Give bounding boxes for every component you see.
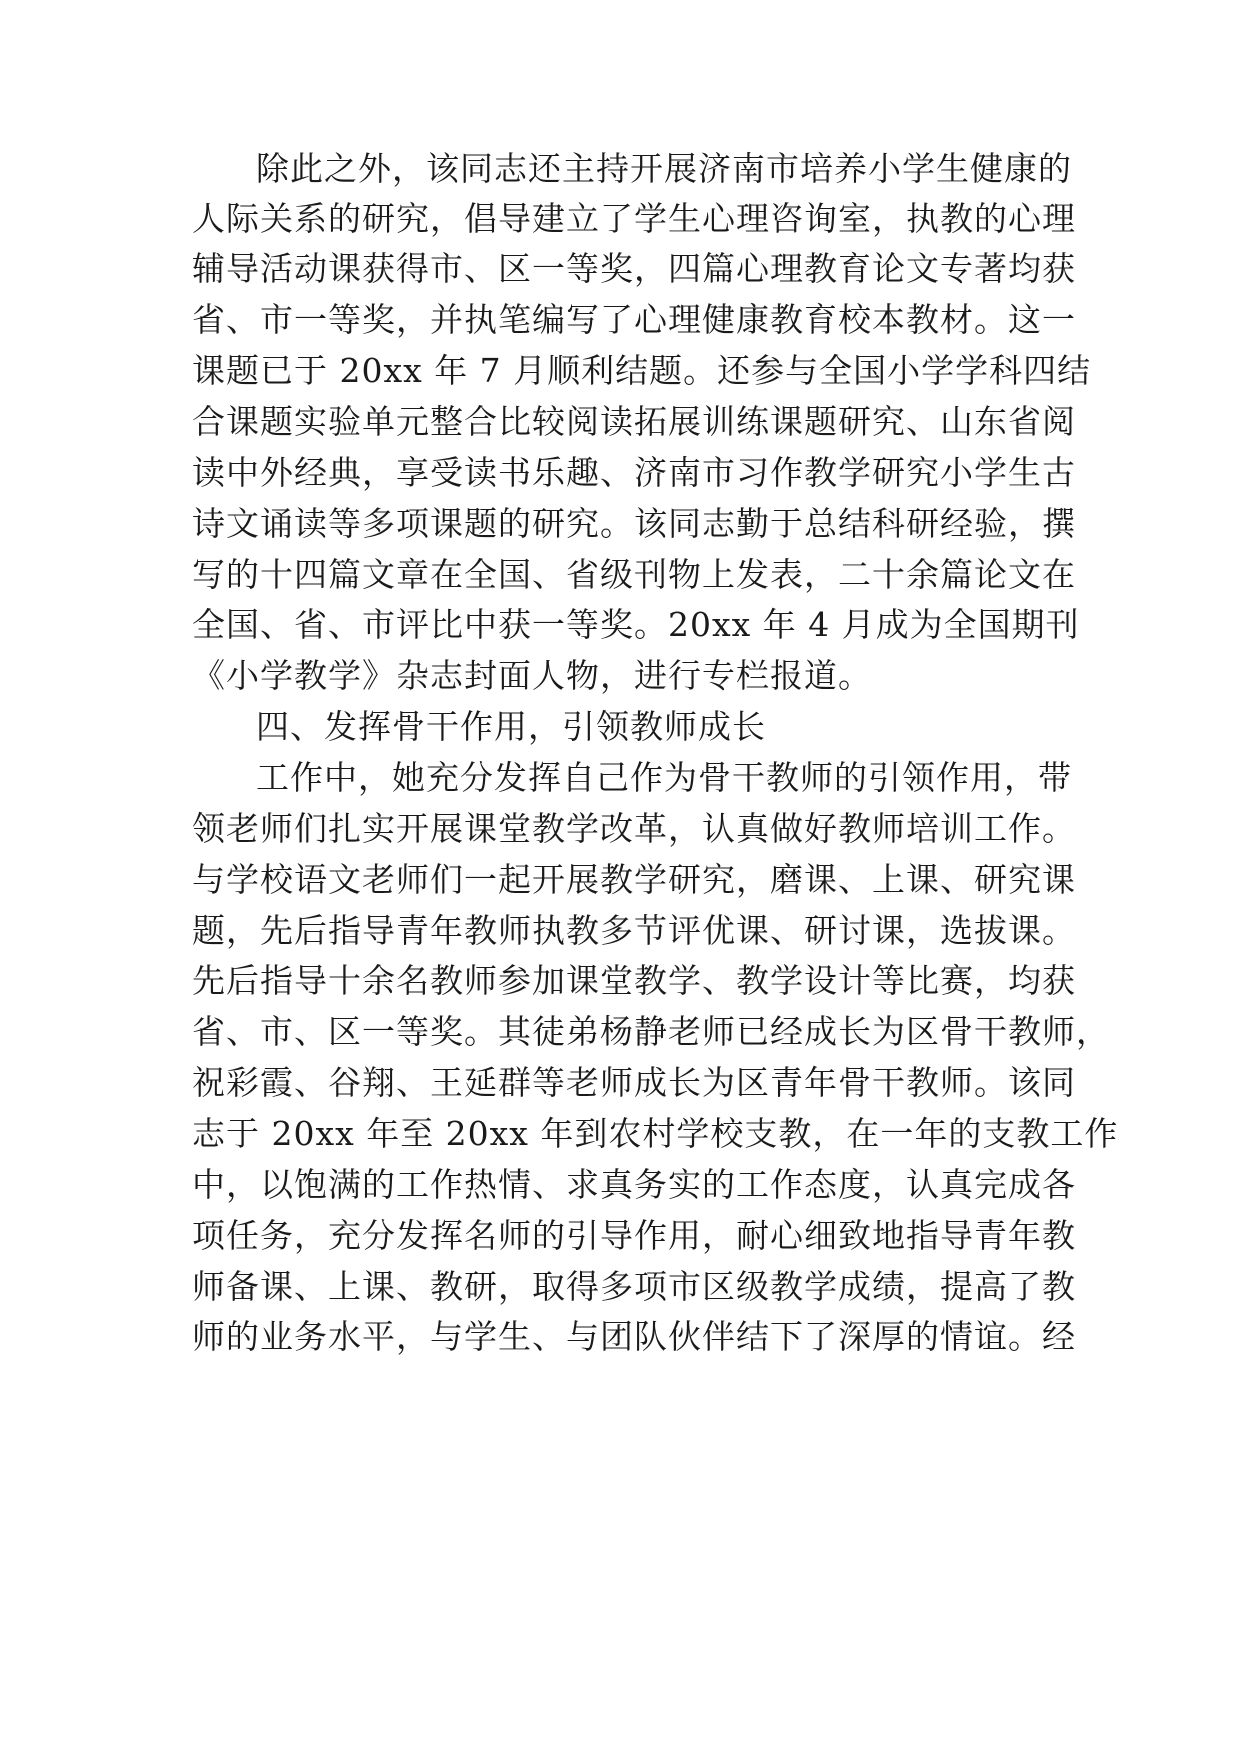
paragraph-2-line-11: 师备课、上课、教研，取得多项市区级教学成绩，提高了教 (192, 1267, 1076, 1306)
paragraph-1-line-11: 《小学教学》杂志封面人物，进行专栏报道。 (192, 656, 872, 695)
paragraph-1-line-2: 人际关系的研究，倡导建立了学生心理咨询室，执教的心理 (192, 199, 1076, 238)
paragraph-2-line-9: 中，以饱满的工作热情、求真务实的工作态度，认真完成各 (192, 1165, 1076, 1204)
paragraph-2-line-12: 师的业务水平，与学生、与团队伙伴结下了深厚的情谊。经 (192, 1317, 1076, 1356)
paragraph-1-line-9: 写的十四篇文章在全国、省级刊物上发表，二十余篇论文在 (192, 555, 1076, 594)
paragraph-2-line-1: 工作中，她充分发挥自己作为骨干教师的引领作用，带 (256, 758, 1072, 797)
paragraph-2-line-5: 先后指导十余名教师参加课堂教学、教学设计等比赛，均获 (192, 961, 1076, 1000)
paragraph-2-line-10: 项任务，充分发挥名师的引导作用，耐心细致地指导青年教 (192, 1216, 1076, 1255)
paragraph-1-line-3: 辅导活动课获得市、区一等奖，四篇心理教育论文专著均获 (192, 249, 1076, 288)
paragraph-2-line-6: 省、市、区一等奖。其徒弟杨静老师已经成长为区骨干教师， (192, 1012, 1110, 1051)
paragraph-2-line-3: 与学校语文老师们一起开展教学研究，磨课、上课、研究课 (192, 860, 1076, 899)
paragraph-1-line-8: 诗文诵读等多项课题的研究。该同志勤于总结科研经验，撰 (192, 504, 1076, 543)
paragraph-2-line-8: 志于 20xx 年至 20xx 年到农村学校支教，在一年的支教工作 (192, 1114, 1119, 1153)
paragraph-1-line-4: 省、市一等奖，并执笔编写了心理健康教育校本教材。这一 (192, 300, 1076, 339)
paragraph-1-line-6: 合课题实验单元整合比较阅读拓展训练课题研究、山东省阅 (192, 402, 1076, 441)
paragraph-2-line-2: 领老师们扎实开展课堂教学改革，认真做好教师培训工作。 (192, 809, 1076, 848)
paragraph-2-line-4: 题，先后指导青年教师执教多节评优课、研讨课，选拔课。 (192, 911, 1076, 950)
section-heading: 四、发挥骨干作用，引领教师成长 (256, 707, 766, 746)
paragraph-1-line-7: 读中外经典，享受读书乐趣、济南市习作教学研究小学生古 (192, 453, 1076, 492)
paragraph-1-line-10: 全国、省、市评比中获一等奖。20xx 年 4 月成为全国期刊 (192, 605, 1080, 644)
paragraph-1-line-1: 除此之外，该同志还主持开展济南市培养小学生健康的 (256, 149, 1072, 188)
paragraph-2-line-7: 祝彩霞、谷翔、王延群等老师成长为区青年骨干教师。该同 (192, 1063, 1076, 1102)
paragraph-1-line-5: 课题已于 20xx 年 7 月顺利结题。还参与全国小学学科四结 (192, 351, 1092, 390)
